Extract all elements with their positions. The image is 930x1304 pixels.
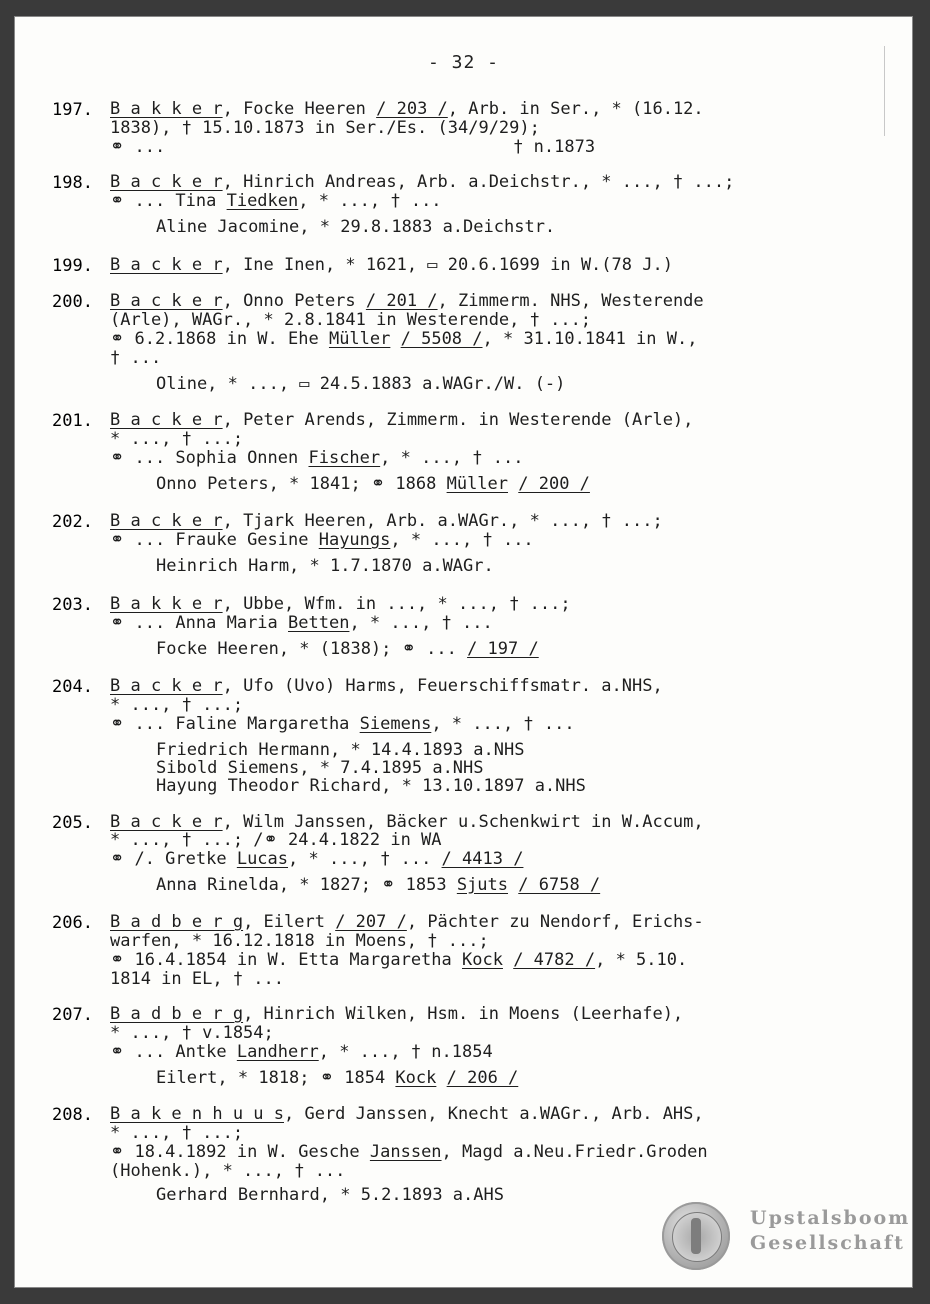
cross-reference: / 4413 / [441, 849, 524, 869]
child-line: Oline, * ..., ▭ 24.5.1883 a.WAGr./W. (-) [156, 374, 566, 394]
entry-line [110, 951, 687, 969]
entry-text: , * ..., † ... [298, 191, 442, 211]
entry-text: , Focke Heeren [222, 99, 377, 119]
entry-line [110, 715, 575, 733]
spouse-surname: Müller [446, 474, 509, 494]
entry-line [110, 100, 704, 118]
surname: B a c k e r [110, 255, 223, 275]
entry-line [110, 1043, 493, 1061]
entry-line [110, 614, 493, 632]
entry-number: 200. [52, 292, 93, 312]
child-line: Sibold Siemens, * 7.4.1895 a.NHS [156, 758, 484, 778]
entry-number: 203. [52, 595, 93, 615]
entry-line: (Hohenk.), * ..., † ... [110, 1161, 346, 1181]
cross-reference: / 203 / [376, 99, 448, 119]
logo-line2: Gesellschaft [750, 1232, 905, 1254]
entry-line: (Arle), WAGr., * 2.8.1841 in Westerende, † ...; [110, 310, 592, 330]
entry-text: ⚭ ... Sophia Onnen [110, 448, 309, 468]
entry-line: 1838), † 15.10.1873 in Ser./Es. (34/9/29); [110, 118, 540, 138]
child-line: Aline Jacomine, * 29.8.1883 a.Deichstr. [156, 217, 556, 237]
surname: B a c k e r [110, 676, 223, 696]
entry-line [110, 913, 704, 931]
entry-text: ⚭ /. Gretke [110, 849, 237, 869]
entry-line [110, 173, 734, 191]
entry-text: , Magd a.Neu.Friedr.Groden [441, 1142, 708, 1162]
entry-text: Focke Heeren, * (1838); ⚭ ... [156, 639, 468, 659]
cross-reference: / 5508 / [400, 329, 483, 349]
entry-line [110, 192, 442, 210]
surname: B a c k e r [110, 291, 223, 311]
entry-number: 204. [52, 677, 93, 697]
entry-text: ⚭ 6.2.1868 in W. Ehe [110, 329, 329, 349]
spouse-surname: Janssen [369, 1142, 442, 1162]
surname: B a c k e r [110, 410, 223, 430]
spouse-surname: Tiedken [226, 191, 299, 211]
spouse-surname: Müller [328, 329, 391, 349]
entry-text: , * ..., † ... [431, 714, 575, 734]
entry-text: , * ..., † ... [349, 613, 493, 633]
page-number: - 32 - [427, 52, 500, 73]
cross-reference: / 206 / [446, 1068, 519, 1088]
entry-text: , Eilert [243, 912, 336, 932]
entry-text: , * ..., † ... [380, 448, 524, 468]
cross-reference: / 200 / [518, 474, 590, 494]
entry-text: ⚭ 16.4.1854 in W. Etta Margaretha [110, 950, 462, 970]
spouse-surname: Siemens [359, 714, 432, 734]
entry-text: ⚭ ... Frauke Gesine [110, 530, 319, 550]
entry-text: , Tjark Heeren, Arb. a.WAGr., * ..., † ...; [222, 511, 663, 531]
surname: B a d b e r g [110, 1004, 244, 1024]
spouse-surname: Landherr [236, 1042, 319, 1062]
entry-number: 206. [52, 913, 93, 933]
entry-text: , Peter Arends, Zimmerm. in Westerende (Arle), [222, 410, 694, 430]
cross-reference: / 201 / [365, 291, 438, 311]
surname: B a k e n h u u s [110, 1104, 284, 1124]
child-line [156, 475, 590, 493]
entry-line [110, 813, 704, 831]
entry-text: , * 5.10. [595, 950, 688, 970]
entry-number: 202. [52, 512, 93, 532]
entry-line [110, 1105, 704, 1123]
child-line: Gerhard Bernhard, * 5.2.1893 a.AHS [156, 1185, 504, 1205]
cross-reference: / 4782 / [513, 950, 596, 970]
entry-text: ⚭ ... Antke [110, 1042, 237, 1062]
entry-text: , Ufo (Uvo) Harms, Feuerschiffsmatr. a.NHS, [222, 676, 663, 696]
entry-line: * ..., † ...; [110, 695, 244, 715]
surname: B a c k e r [110, 511, 223, 531]
entry-text: , Ubbe, Wfm. in ..., * ..., † ...; [222, 594, 571, 614]
entry-line [110, 292, 704, 310]
entry-text: , Hinrich Wilken, Hsm. in Moens (Leerhafe), [243, 1004, 684, 1024]
child-line [156, 640, 539, 658]
surname: B a k k e r [110, 594, 223, 614]
surname: B a k k e r [110, 99, 223, 119]
entry-text: , Onno Peters [222, 291, 366, 311]
entry-text: ⚭ 18.4.1892 in W. Gesche [110, 1142, 370, 1162]
surname: B a d b e r g [110, 912, 244, 932]
entry-line: * ..., † ...; /⚭ 24.4.1822 in WA [110, 830, 442, 850]
entry-line [110, 850, 523, 868]
cross-reference: / 6758 / [518, 875, 601, 895]
entry-line [110, 256, 673, 274]
spouse-surname: Fischer [308, 448, 381, 468]
spouse-surname: Kock [462, 950, 503, 970]
entry-line [110, 449, 523, 467]
seal-icon [662, 1202, 730, 1270]
entry-text: , Wilm Janssen, Bäcker u.Schenkwirt in W.Accum, [222, 812, 704, 832]
entry-text: ⚭ ... Tina [110, 191, 227, 211]
entry-line [110, 677, 663, 695]
spouse-surname: Lucas [236, 849, 289, 869]
entry-text: , Hinrich Andreas, Arb. a.Deichstr., * ..., † ...; [222, 172, 735, 192]
child-line: Heinrich Harm, * 1.7.1870 a.WAGr. [156, 556, 494, 576]
logo-line1: Upstalsboom [750, 1207, 911, 1229]
spouse-surname: Betten [288, 613, 350, 633]
entry-number: 205. [52, 813, 93, 833]
surname: B a c k e r [110, 812, 223, 832]
logo-text [750, 1206, 910, 1256]
entry-line [110, 595, 571, 613]
entry-number: 198. [52, 173, 93, 193]
entry-line [110, 330, 697, 348]
entry-line [110, 1005, 683, 1023]
entry-number: 207. [52, 1005, 93, 1025]
entry-text: , Arb. in Ser., * (16.12. [447, 99, 704, 119]
child-line: Friedrich Hermann, * 14.4.1893 a.NHS [156, 740, 525, 760]
child-line: Hayung Theodor Richard, * 13.10.1897 a.NHS [156, 776, 586, 796]
entry-line: * ..., † v.1854; [110, 1023, 274, 1043]
spouse-surname: Hayungs [318, 530, 391, 550]
entry-number: 201. [52, 411, 93, 431]
entry-text: Eilert, * 1818; ⚭ 1854 [156, 1068, 396, 1088]
entry-number: 208. [52, 1105, 93, 1125]
entry-line [110, 1143, 708, 1161]
child-line [156, 876, 600, 894]
entry-text: , * ..., † ... [390, 530, 534, 550]
child-line [156, 1069, 518, 1087]
spouse-surname: Kock [395, 1068, 437, 1088]
entry-line [110, 512, 663, 530]
entry-text: , * ..., † ... [288, 849, 442, 869]
entry-line: ⚭ ... † n.1873 [110, 137, 596, 157]
entry-text: , Ine Inen, * 1621, ▭ 20.6.1699 in W.(78 J.) [222, 255, 673, 275]
entry-line: † ... [110, 348, 162, 368]
entry-text: ⚭ ... Faline Margaretha [110, 714, 360, 734]
entry-text: Anna Rinelda, * 1827; ⚭ 1853 [156, 875, 457, 895]
entry-text: , Pächter zu Nendorf, Erichs- [406, 912, 704, 932]
document-page [14, 16, 913, 1288]
entry-line: * ..., † ...; [110, 1123, 244, 1143]
entry-number: 199. [52, 256, 93, 276]
entry-text: , Gerd Janssen, Knecht a.WAGr., Arb. AHS, [284, 1104, 704, 1124]
tree-icon [691, 1218, 701, 1254]
entry-text: , * ..., † n.1854 [318, 1042, 493, 1062]
entry-text: Onno Peters, * 1841; ⚭ 1868 [156, 474, 447, 494]
entry-line: * ..., † ...; [110, 429, 244, 449]
entry-line: warfen, * 16.12.1818 in Moens, † ...; [110, 931, 489, 951]
entry-text: ⚭ ... Anna Maria [110, 613, 289, 633]
society-logo [662, 1202, 911, 1272]
cross-reference: / 197 / [467, 639, 539, 659]
spouse-surname: Sjuts [456, 875, 509, 895]
cross-reference: / 207 / [335, 912, 407, 932]
entry-line [110, 531, 534, 549]
entry-number: 197. [52, 100, 93, 120]
entry-text: , Zimmerm. NHS, Westerende [437, 291, 704, 311]
surname: B a c k e r [110, 172, 223, 192]
entry-line [110, 411, 693, 429]
entry-line: 1814 in EL, † ... [110, 969, 284, 989]
entry-text: , * 31.10.1841 in W., [482, 329, 698, 349]
